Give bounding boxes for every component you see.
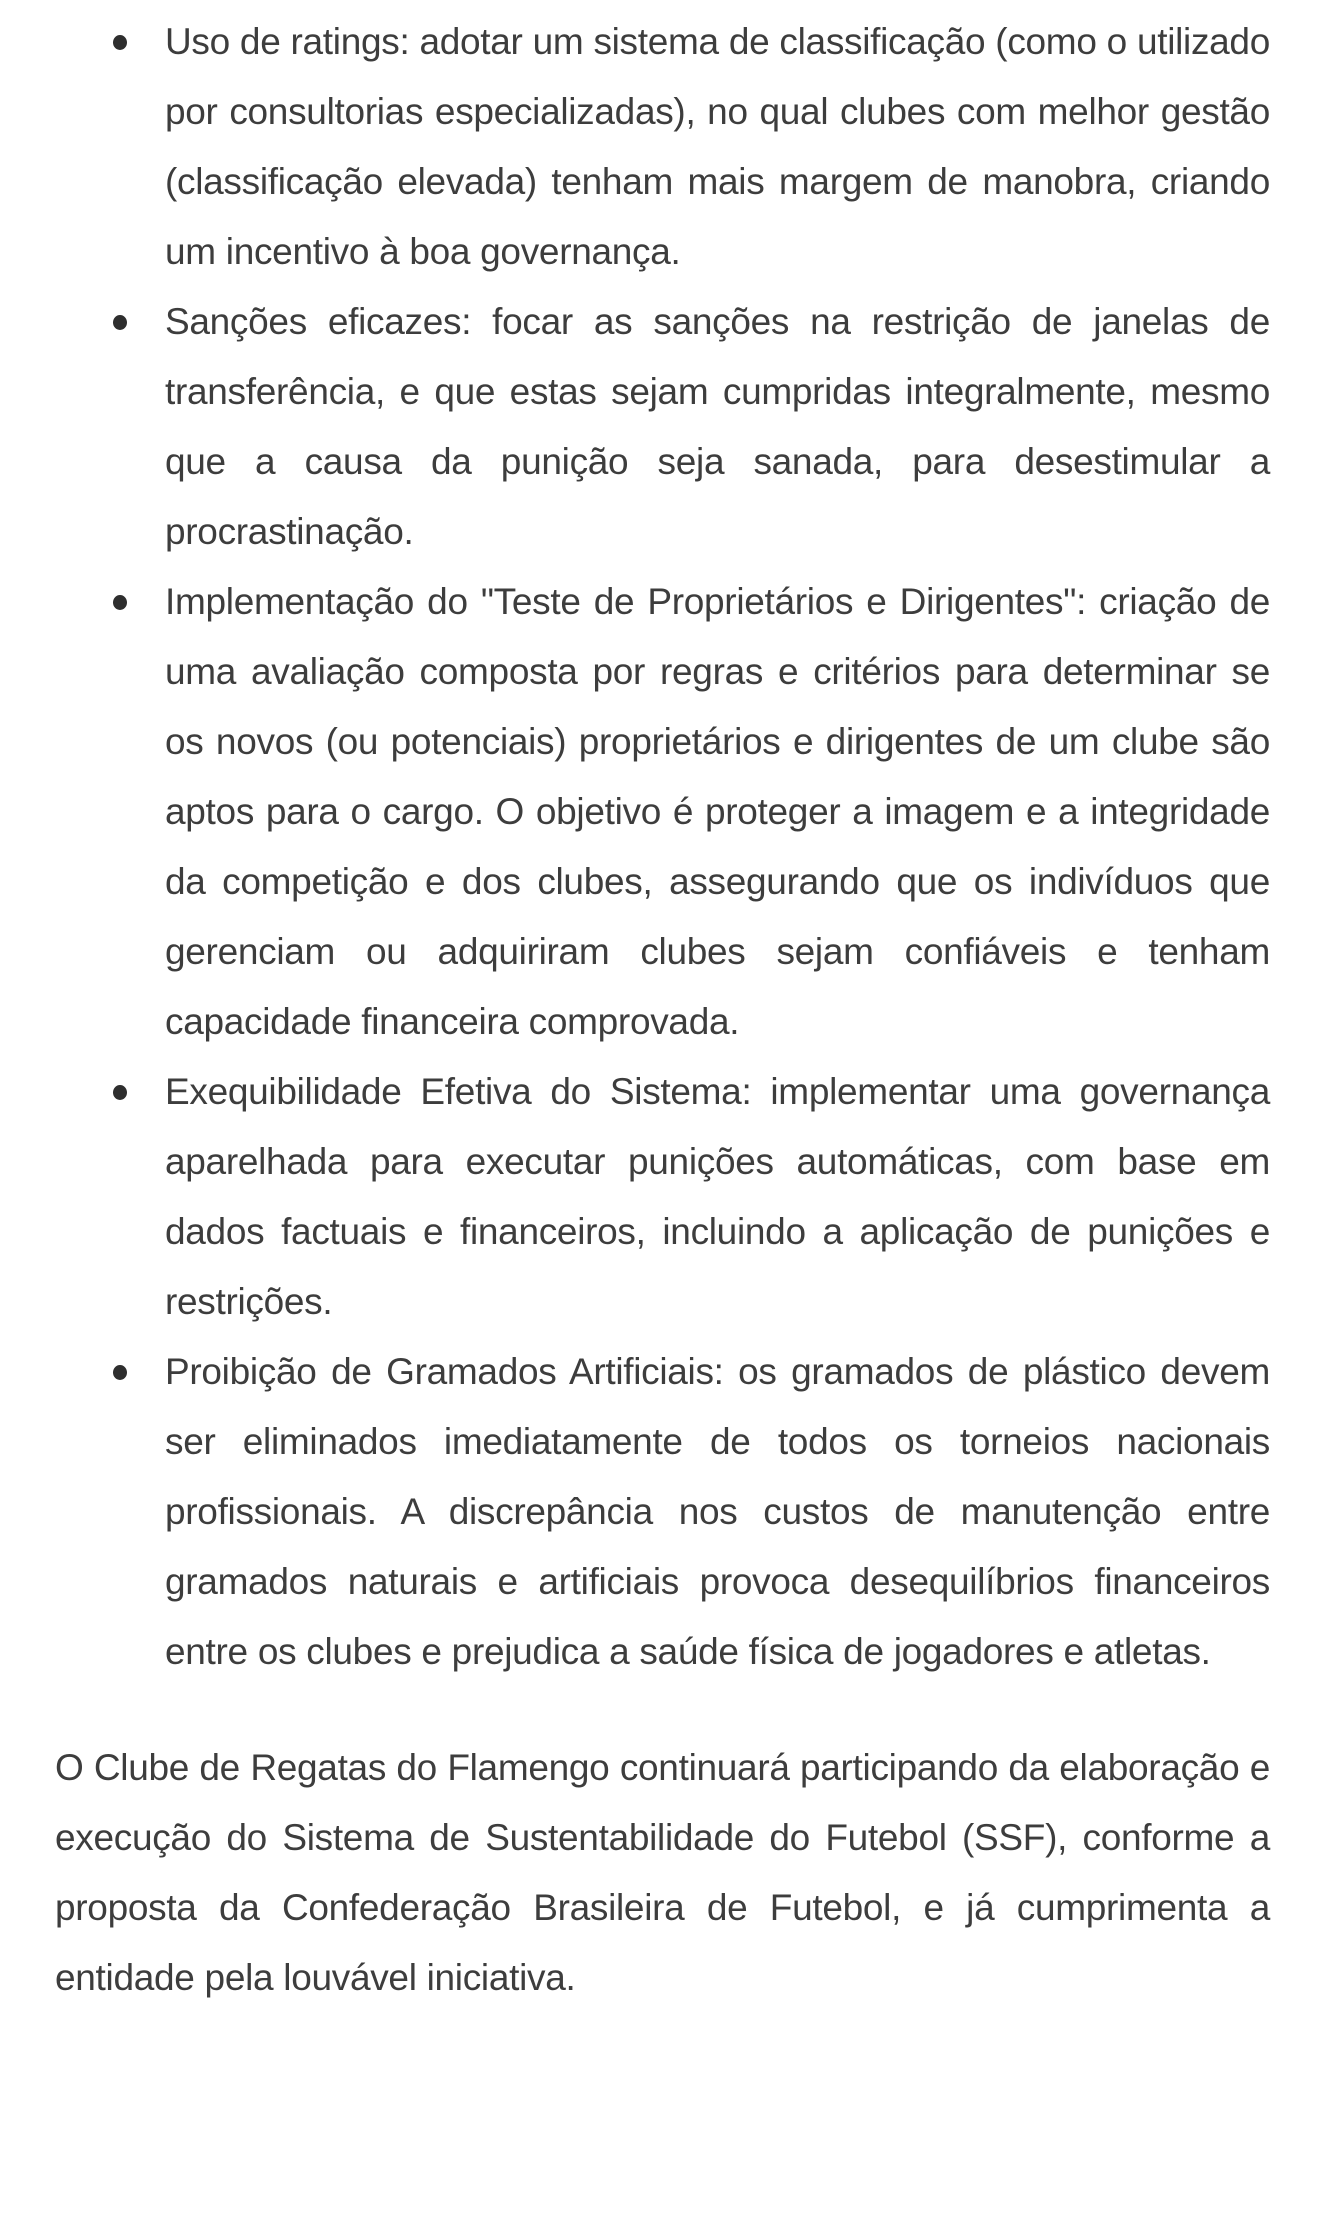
bullet-item-proibicao-gramados-artificiais: Proibição de Gramados Artificiais: os gramados de plástico devem ser eliminados imediatamente de todos os torneios nacionais profissionais. A discrepância nos custos de manutenção entre gramados naturais e artificiais provoca desequilíbrios financeiros entre os clubes e prejudica a saúde física de jogadores e atletas. [165,1337,1270,1687]
bullet-item-ratings: Uso de ratings: adotar um sistema de classificação (como o utilizado por consultorias especializadas), no qual clubes com melhor gestão (classificação elevada) tenham mais margem de manobra, criando um incentivo à boa governança. [165,7,1270,287]
bullet-item-exequibilidade-sistema: Exequibilidade Efetiva do Sistema: implementar uma governança aparelhada para executar punições automáticas, com base em dados factuais e financeiros, incluindo a aplicação de punições e restrições. [165,1057,1270,1337]
closing-paragraph: O Clube de Regatas do Flamengo continuará participando da elaboração e execução do Sistema de Sustentabilidade do Futebol (SSF), conforme a proposta da Confederação Brasileira de Futebol, e já cumprimenta a entidade pela louvável iniciativa. [55,1747,1270,1998]
bullet-item-teste-proprietarios-dirigentes: Implementação do "Teste de Proprietários e Dirigentes": criação de uma avaliação composta por regras e critérios para determinar se os novos (ou potenciais) proprietários e dirigentes de um clube são aptos para o cargo. O objetivo é proteger a imagem e a integridade da competição e dos clubes, assegurando que os indivíduos que gerenciam ou adquiriram clubes sejam confiáveis e tenham capacidade financeira comprovada. [165,567,1270,1057]
bullet-item-sancoes-eficazes: Sanções eficazes: focar as sanções na restrição de janelas de transferência, e que estas sejam cumpridas integralmente, mesmo que a causa da punição seja sanada, para desestimular a procrastinação. [165,287,1270,567]
bullet-list [55,7,1270,1687]
